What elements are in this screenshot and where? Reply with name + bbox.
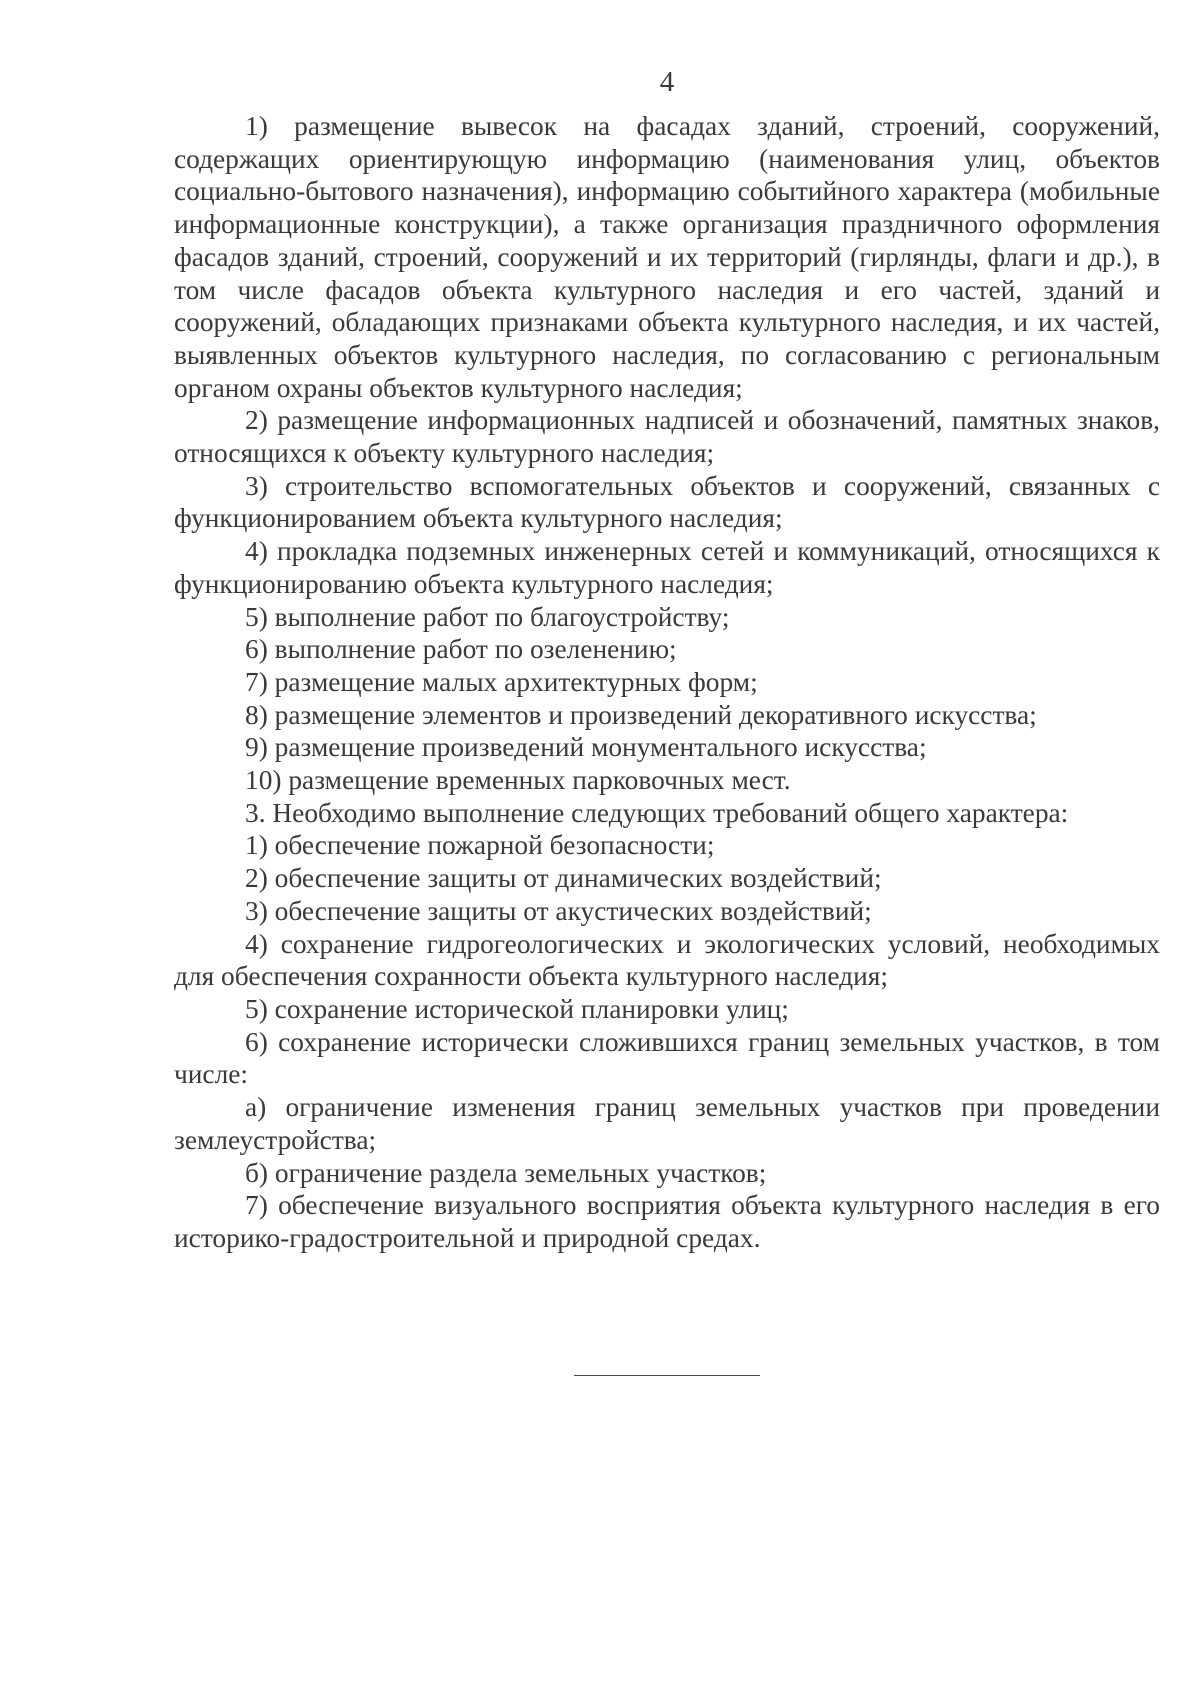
paragraph: 6) выполнение работ по озеленению; bbox=[245, 634, 677, 665]
paragraph: 2) размещение информационных надписей и обозначений, памятных знаков, относящихся к объекту культурного наследия; bbox=[174, 405, 1160, 469]
paragraph: 5) выполнение работ по благоустройству; bbox=[245, 601, 730, 632]
paragraph: 6) сохранение исторически сложившихся границ земельных участков, в том числе: bbox=[174, 1026, 1160, 1090]
paragraph: 7) обеспечение визуального восприятия объекта культурного наследия в его историко-градостроительной и природной средах. bbox=[174, 1190, 1160, 1253]
paragraph: 9) размещение произведений монументального искусства; bbox=[245, 732, 927, 763]
section-heading: 3. Необходимо выполнение следующих требований общего характера: bbox=[245, 797, 1069, 828]
page-number: 4 bbox=[659, 66, 675, 98]
paragraph: а) ограничение изменения границ земельных участков при проведении землеустройства; bbox=[174, 1092, 1160, 1155]
paragraph: 8) размещение элементов и произведений декоративного искусства; bbox=[245, 699, 1037, 730]
paragraph: 1) обеспечение пожарной безопасности; bbox=[245, 830, 715, 861]
paragraph: 2) обеспечение защиты от динамических воздействий; bbox=[245, 863, 882, 894]
paragraph: 1) размещение вывесок на фасадах зданий, строений, сооружений, содержащих ориентирующую информацию (наименования улиц, объектов социально-бытового назначения), информацию событийного характера (мобильные информационные конструкции), а также организация праздничного оформления фасадов зданий, строений, сооружений и их территорий (гирлянды, флаги и др.), в том числе фасадов объекта культурного наследия и его частей, зданий и сооружений, обладающих признаками объекта культурного наследия, и их частей, выявленных объектов культурного наследия, по согласованию с региональным органом охраны объектов культурного наследия; bbox=[174, 111, 1160, 403]
document-body bbox=[174, 110, 1160, 1255]
paragraph: б) ограничение раздела земельных участков; bbox=[245, 1157, 767, 1188]
end-divider-line bbox=[574, 1375, 760, 1376]
paragraph: 4) прокладка подземных инженерных сетей и коммуникаций, относящихся к функционированию объекта культурного наследия; bbox=[174, 536, 1160, 599]
paragraph: 10) размещение временных парковочных мест. bbox=[245, 765, 791, 796]
paragraph: 7) размещение малых архитектурных форм; bbox=[245, 666, 758, 697]
paragraph: 3) строительство вспомогательных объектов и сооружений, связанных с функционированием объекта культурного наследия; bbox=[174, 470, 1160, 534]
paragraph: 4) сохранение гидрогеологических и экологических условий, необходимых для обеспечения сохранности объекта культурного наследия; bbox=[174, 928, 1160, 992]
paragraph: 5) сохранение исторической планировки улиц; bbox=[245, 993, 789, 1024]
paragraph: 3) обеспечение защиты от акустических воздействий; bbox=[245, 895, 872, 926]
